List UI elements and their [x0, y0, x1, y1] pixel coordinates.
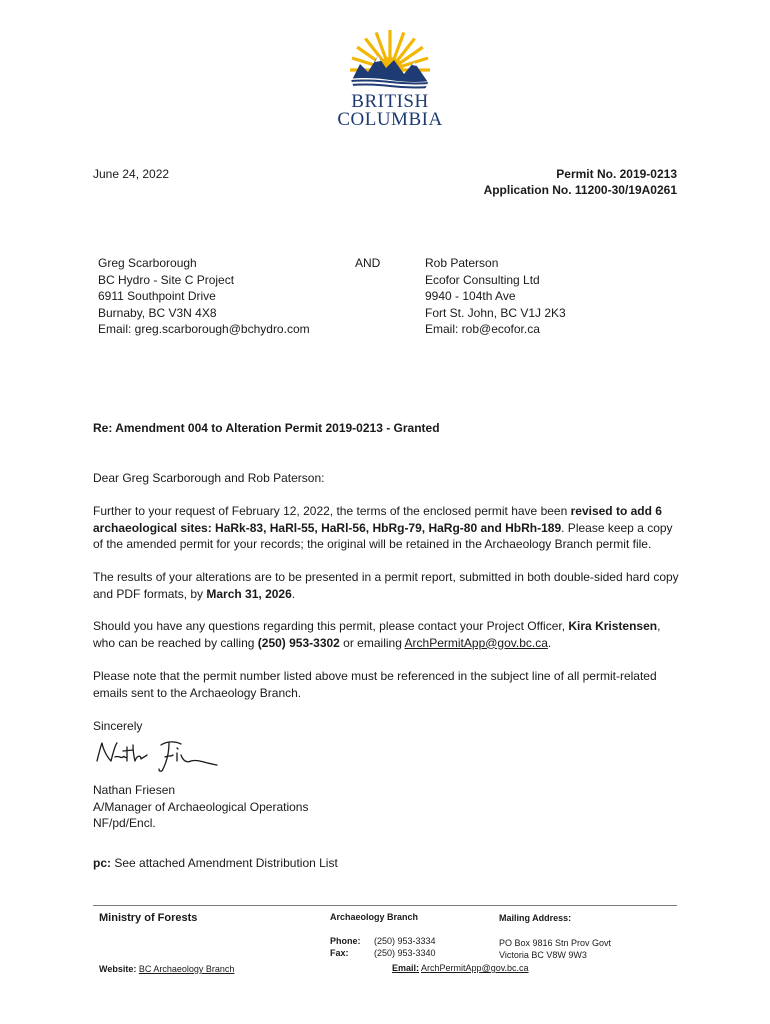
address-line: 6911 Southpoint Drive [98, 289, 216, 303]
email-link[interactable]: ArchPermitApp@gov.bc.ca [404, 635, 548, 650]
signer-block [93, 782, 308, 832]
application-number: Application No. 11200-30/19A0261 [483, 183, 677, 197]
address-line: Greg Scarborough [98, 256, 197, 270]
address-line: Ecofor Consulting Ltd [425, 272, 540, 287]
pc-line [93, 855, 338, 872]
text: or emailing [339, 635, 405, 650]
and-label: AND [355, 256, 381, 270]
footer-mailing-label: Mailing Address: [499, 913, 572, 923]
salutation: Dear Greg Scarborough and Rob Paterson: [93, 471, 325, 485]
letter-date: June 24, 2022 [93, 167, 170, 181]
pc-text: See attached Amendment Distribution List [111, 856, 338, 870]
recipient-left [98, 255, 310, 338]
body-paragraph-3 [93, 618, 673, 651]
footer-divider [93, 905, 677, 906]
signer-name: Nathan Friesen [93, 783, 176, 797]
fax-label: Fax: [330, 948, 349, 958]
footer-email [392, 962, 529, 974]
text: , who can be reached by calling [93, 619, 661, 650]
website-label: Website: [99, 964, 137, 974]
text: . Please keep a copy of the amended permit for your records; the original will be retained in the Archaeology Branch permit file. [93, 520, 673, 551]
due-date: March 31, 2026 [206, 586, 292, 601]
footer-fax [330, 947, 436, 959]
address-line: BC Hydro - Site C Project [98, 272, 235, 287]
website-link[interactable]: BC Archaeology Branch [138, 964, 235, 974]
text: The results of your alterations are to be presented in a permit report, submitted in both double-sided hard copy and PDF formats, by [93, 570, 679, 601]
body-paragraph-4: Please note that the permit number listed above must be referenced in the subject line of all permit-related emails sent to the Archaeology Branch. [93, 669, 657, 700]
body-paragraph-1 [93, 503, 683, 553]
footer-branch: Archaeology Branch [330, 912, 419, 922]
bc-logo-emblem-icon [330, 30, 450, 90]
address-line: Rob Paterson [425, 256, 499, 270]
footer-mailing-line-2: Victoria BC V8W 9W3 [499, 950, 587, 960]
phone-label: Phone: [330, 936, 361, 946]
logo-line-2: COLUMBIA [337, 109, 443, 130]
subject-line: Re: Amendment 004 to Alteration Permit 2019-0213 - Granted [93, 421, 440, 435]
logo-line-1: BRITISH [351, 91, 429, 112]
closing: Sincerely [93, 719, 143, 733]
address-line: Email: rob@ecofor.ca [425, 322, 540, 336]
signer-title: A/Manager of Archaeological Operations [93, 799, 309, 814]
phone-value: (250) 953-3334 [374, 936, 436, 946]
email-label: Email: [392, 963, 420, 973]
pc-label: pc: [93, 856, 111, 870]
footer-phone [330, 935, 436, 947]
address-line: Email: greg.scarborough@bchydro.com [98, 322, 310, 336]
address-line: 9940 - 104th Ave [425, 289, 516, 303]
fax-value: (250) 953-3340 [374, 948, 436, 958]
text: Should you have any questions regarding this permit, please contact your Project Officer, [93, 619, 569, 633]
footer-mailing-line-1: PO Box 9816 Stn Prov Govt [499, 938, 612, 948]
footer-website [99, 963, 234, 975]
sites-added: revised to add 6 archaeological sites: HaRk-83, HaRl-55, HaRl-56, HbRg-79, HaRg-80 and HbRh-189 [93, 504, 662, 535]
text: Further to your request of February 12, 2022, the terms of the enclosed permit have been [93, 504, 571, 518]
address-line: Fort St. John, BC V1J 2K3 [425, 305, 566, 320]
text: . [547, 635, 552, 650]
signature-image [93, 735, 223, 777]
address-line: Burnaby, BC V3N 4X8 [98, 305, 217, 320]
recipient-right [425, 255, 566, 338]
footer-ministry: Ministry of Forests [99, 912, 198, 924]
permit-number: Permit No. 2019-0213 [556, 167, 677, 181]
body-paragraph-2 [93, 569, 693, 602]
reference-initials: NF/pd/Encl. [93, 816, 156, 830]
text: . [291, 586, 296, 601]
officer-name: Kira Kristensen [568, 619, 658, 633]
bc-logo [330, 30, 450, 130]
footer-email-link[interactable]: ArchPermitApp@gov.bc.ca [421, 963, 529, 973]
officer-phone: (250) 953-3302 [257, 635, 340, 650]
